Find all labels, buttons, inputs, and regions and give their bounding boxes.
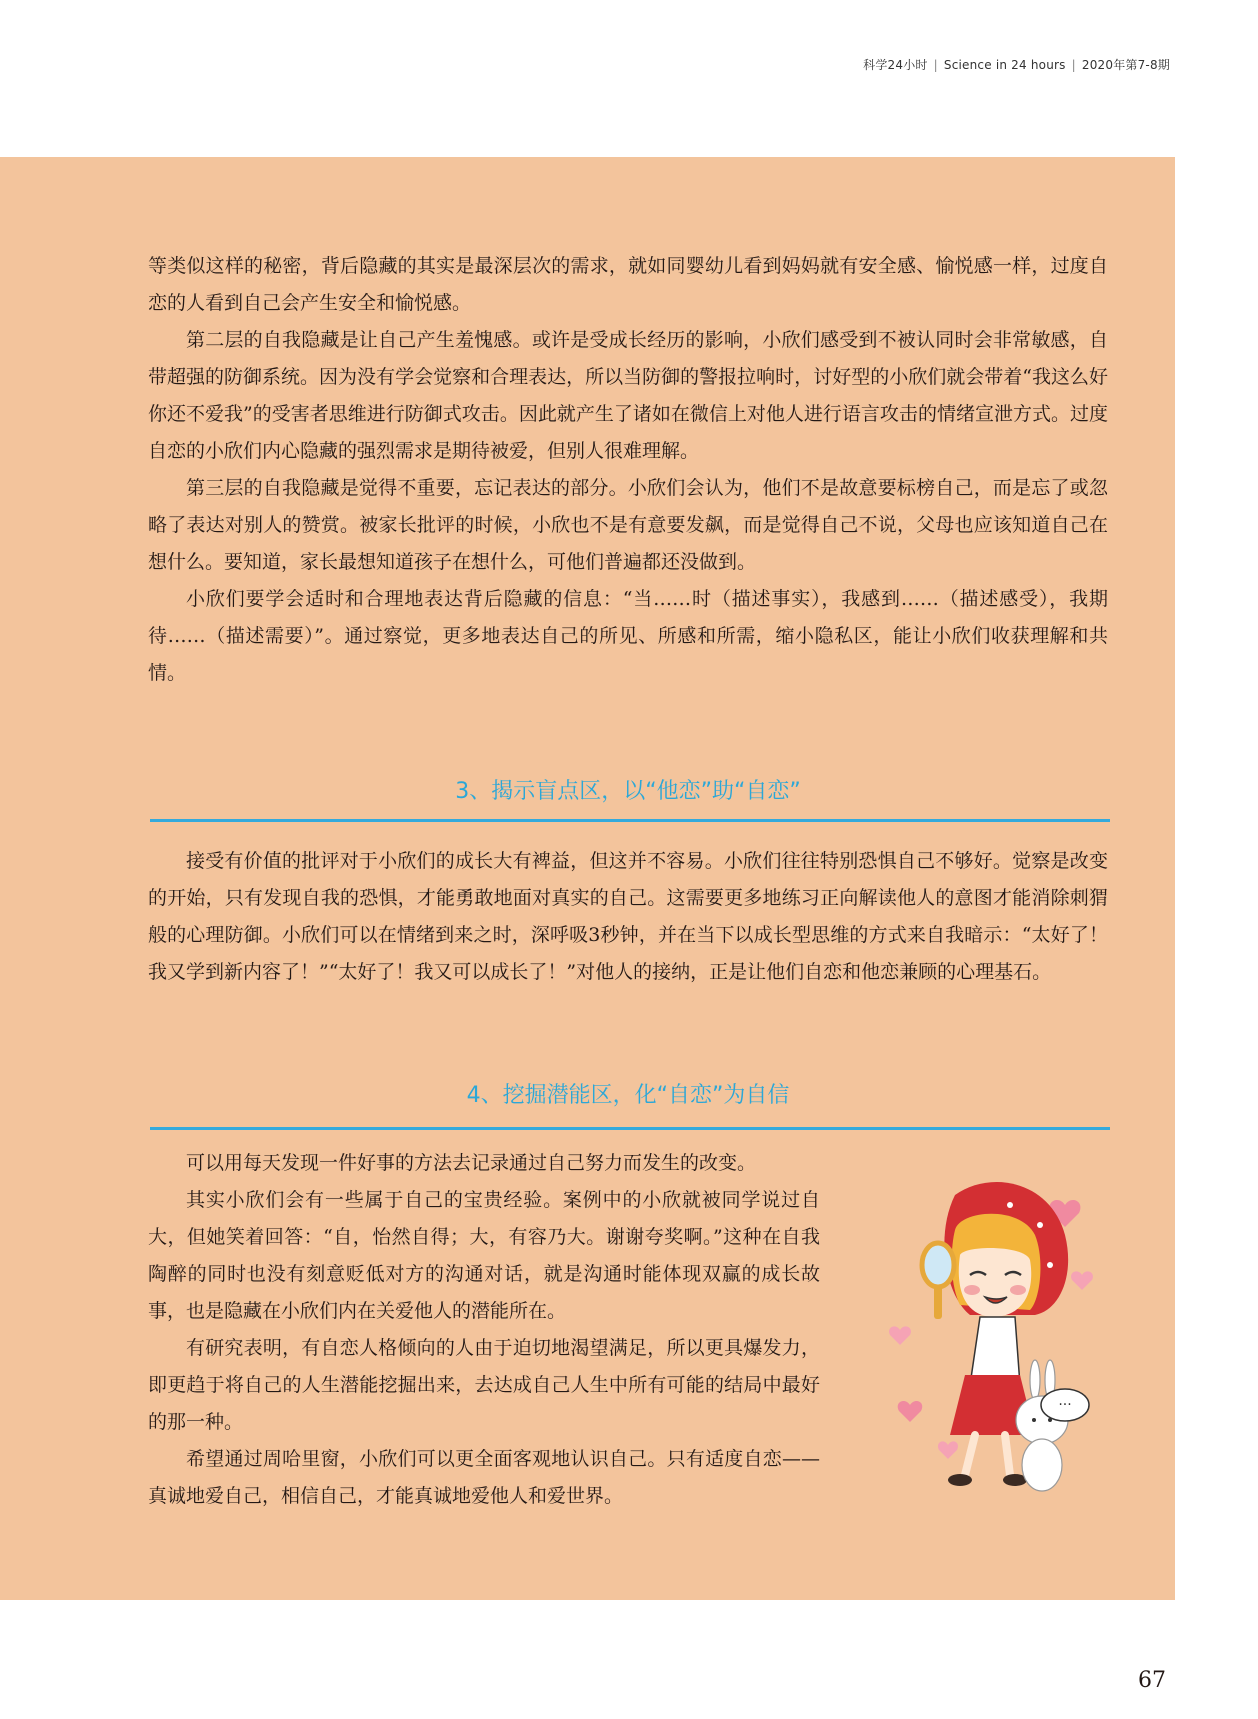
girl-with-mirror-illustration (860, 1175, 1100, 1515)
paragraph: 其实小欣们会有一些属于自己的宝贵经验。案例中的小欣就被同学说过自大，但她笑着回答：“自，怡然自得；大，有容乃大。谢谢夸奖啊。”这种在自我陶醉的同时也没有刻意贬低对方的沟通对话，就是沟通时能体现双赢的成长故事，也是隐藏在小欣们内在关爱他人的潜能所在。 (148, 1189, 820, 1322)
paragraph: 希望通过周哈里窗，小欣们可以更全面客观地认识自己。只有适度自恋——真诚地爱自己，相信自己，才能真诚地爱他人和爱世界。 (148, 1448, 820, 1507)
heart-icon (889, 1326, 911, 1345)
heart-icon (898, 1401, 923, 1422)
magazine-name: 科学24小时 (863, 58, 928, 72)
section-3-text (148, 843, 1108, 991)
header-separator: | (1071, 58, 1076, 72)
paragraph: 小欣们要学会适时和合理地表达背后隐藏的信息：“当……时（描述事实），我感到……（描述感受），我期待……（描述需要）”。通过察觉，更多地表达自己的所见、所感和所需，缩小隐私区，能让小欣们收获理解和共情。 (148, 588, 1108, 684)
section-4-rule (150, 1127, 1110, 1130)
paragraph: 有研究表明，有自恋人格倾向的人由于迫切地渴望满足，所以更具爆发力，即更趋于将自己的人生潜能挖掘出来，去达成自己人生中所有可能的结局中最好的那一种。 (148, 1337, 820, 1433)
girl-shirt (970, 1317, 1020, 1385)
bunny-icon (1016, 1360, 1068, 1491)
paragraph: 可以用每天发现一件好事的方法去记录通过自己努力而发生的改变。 (186, 1152, 757, 1174)
intro-text (148, 248, 1108, 692)
running-header (863, 56, 1170, 73)
hand-mirror-icon (922, 1243, 954, 1319)
paragraph: 第三层的自我隐藏是觉得不重要，忘记表达的部分。小欣们会认为，他们不是故意要标榜自己，而是忘了或忽略了表达对别人的赞赏。被家长批评的时候，小欣也不是有意要发飙，而是觉得自己不说，父母也应该知道自己在想什么。要知道，家长最想知道孩子在想什么，可他们普遍都还没做到。 (148, 477, 1108, 573)
magazine-english-name: Science in 24 hours (943, 58, 1066, 72)
section-4-text (148, 1145, 820, 1515)
header-separator: | (933, 58, 938, 72)
heart-icon (1071, 1271, 1093, 1290)
section-4-title: 4、挖掘潜能区，化“自恋”为自信 (466, 1083, 790, 1108)
page-number: 67 (1138, 1668, 1166, 1693)
heart-icon (938, 1441, 958, 1459)
speech-bubble-text: ··· (1058, 1397, 1072, 1413)
paragraph: 第二层的自我隐藏是让自己产生羞愧感。或许是受成长经历的影响，小欣们感受到不被认同时会非常敏感，自带超强的防御系统。因为没有学会觉察和合理表达，所以当防御的警报拉响时，讨好型的小欣们就会带着“我这么好你还不爱我”的受害者思维进行防御式攻击。因此就产生了诸如在微信上对他人进行语言攻击的情绪宣泄方式。过度自恋的小欣们内心隐藏的强烈需求是期待被爱，但别人很难理解。 (148, 329, 1108, 462)
paragraph: 等类似这样的秘密，背后隐藏的其实是最深层次的需求，就如同婴幼儿看到妈妈就有安全感、愉悦感一样，过度自恋的人看到自己会产生安全和愉悦感。 (148, 255, 1108, 314)
section-3-rule (150, 819, 1110, 822)
section-3-title: 3、揭示盲点区，以“他恋”助“自恋” (455, 779, 801, 804)
paragraph: 接受有价值的批评对于小欣们的成长大有裨益，但这并不容易。小欣们往往特别恐惧自己不够好。觉察是改变的开始，只有发现自我的恐惧，才能勇敢地面对真实的自己。这需要更多地练习正向解读他人的意图才能消除刺猬般的心理防御。小欣们可以在情绪到来之时，深呼吸3秒钟，并在当下以成长型思维的方式来自我暗示：“太好了！我又学到新内容了！”“太好了！我又可以成长了！”对他人的接纳，正是让他们自恋和他恋兼顾的心理基石。 (148, 850, 1108, 983)
issue-number: 2020年第7-8期 (1081, 58, 1170, 72)
speech-bubble (1041, 1389, 1089, 1421)
